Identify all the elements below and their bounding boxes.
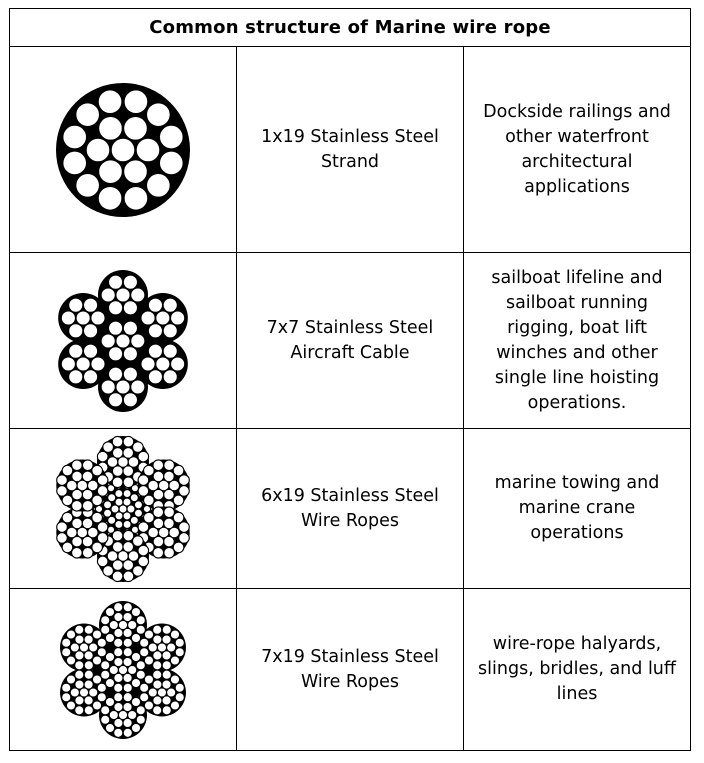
table-row	[10, 589, 691, 751]
rope-name: 1x19 Stainless Steel Strand	[237, 47, 464, 253]
table-row	[10, 47, 691, 253]
table-header-row	[10, 9, 691, 47]
table-title: Common structure of Marine wire rope	[10, 9, 691, 47]
rope-name: 7x7 Stainless Steel Aircraft Cable	[237, 253, 464, 429]
rope-application: wire-rope halyards, slings, bridles, and luff lines	[464, 589, 691, 751]
rope-application: sailboat lifeline and sailboat running rigging, boat lift winches and other single line hoisting operations.	[464, 253, 691, 429]
image-cell	[10, 253, 237, 429]
cable-7x7-cross-section-icon	[48, 266, 198, 416]
rope-name: 7x19 Stainless Steel Wire Ropes	[237, 589, 464, 751]
image-cell	[10, 589, 237, 751]
rope-name: 6x19 Stainless Steel Wire Ropes	[237, 429, 464, 589]
rope-6x19-cross-section-icon	[48, 434, 198, 584]
rope-application: Dockside railings and other waterfront architectural applications	[464, 47, 691, 253]
image-cell	[10, 47, 237, 253]
wire-rope-table	[9, 8, 691, 751]
image-cell	[10, 429, 237, 589]
table-row	[10, 429, 691, 589]
table-row	[10, 253, 691, 429]
rope-7x19-cross-section-icon	[48, 595, 198, 745]
strand-1x19-cross-section-icon	[48, 75, 198, 225]
rope-application: marine towing and marine crane operations	[464, 429, 691, 589]
